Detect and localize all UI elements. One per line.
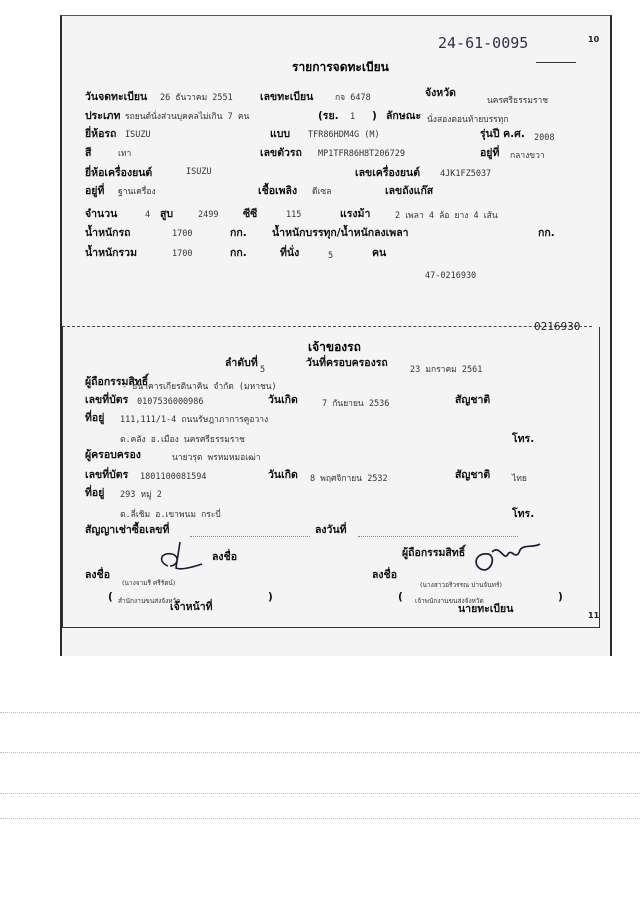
hp-value: 115 [286, 210, 302, 220]
feature-label: ลักษณะ [386, 110, 422, 122]
left-signer-org: สำนักงานขนส่งจังหวัด [118, 597, 181, 605]
seats-label: ที่นั่ง [280, 247, 300, 259]
right-paren-close: ) [558, 591, 563, 603]
seats-unit: คน [372, 247, 387, 259]
lease-label: สัญญาเช่าซื้อเลขที่ [85, 524, 170, 536]
officer-signature [150, 538, 210, 578]
officer-sign-label: ลงชื่อ [212, 551, 237, 563]
holder-birth-value: 7 กันยายน 2536 [322, 399, 390, 409]
type-value: รถยนต์นั่งส่วนบุคคลไม่เกิน 7 คน [125, 112, 250, 122]
possessor-nationality-value: ไทย [512, 474, 527, 484]
weight-unit: กก. [230, 227, 247, 239]
holder-address-label: ที่อยู่ [85, 412, 105, 424]
total-weight-label: น้ำหนักรวม [85, 247, 137, 259]
left-sign-label: ลงชื่อ [85, 569, 110, 581]
brand-value: ISUZU [125, 130, 151, 140]
engine-no-label: เลขเครื่องยนต์ [355, 167, 421, 179]
type-label: ประเภท [85, 110, 121, 122]
weight-label: น้ำหนักรถ [85, 227, 131, 239]
right-signer-name: (นางสาวอริวรรณ ปานจันทร์) [420, 581, 502, 589]
model-value: TFR86HDM4G (M) [308, 130, 380, 140]
holder-nationality-label: สัญชาติ [455, 394, 491, 406]
load-label: น้ำหนักบรรทุก/น้ำหนักลงเพลา [272, 227, 409, 239]
rs-close: ) [372, 110, 377, 122]
scan-line [0, 712, 640, 713]
right-paren-open: ( [398, 591, 403, 603]
total-weight-value: 1700 [172, 249, 193, 259]
weight-value: 1700 [172, 229, 193, 239]
cc-label: ซีซี [243, 208, 258, 220]
reg-no-label: เลขทะเบียน [260, 91, 314, 103]
page-number-top: 10 [588, 35, 600, 44]
year-label: รุ่นปี ค.ศ. [480, 128, 525, 140]
chassis-label: เลขตัวรถ [260, 147, 302, 159]
scan-line [0, 793, 640, 794]
registrar-title: นายทะเบียน [458, 603, 514, 615]
holder-id-label: เลขที่บัตร [85, 394, 129, 406]
load-unit: กก. [538, 227, 555, 239]
cc-value: 2499 [198, 210, 219, 220]
seats-value: 5 [328, 251, 334, 261]
cylinders-label: สูบ [160, 208, 174, 220]
engine-brand-value: ISUZU [186, 167, 212, 177]
holder-address-line2: ต.คลัง อ.เมือง นครศรีธรรมราช [120, 435, 245, 445]
holder-label: ผู้ถือกรรมสิทธิ์ [85, 376, 149, 388]
strip-number: 0216930 [534, 320, 581, 333]
possessor-nationality-label: สัญชาติ [455, 469, 491, 481]
engine-brand-label: ยี่ห้อเครื่องยนต์ [85, 167, 153, 179]
document-number: 47-0216930 [425, 271, 477, 281]
scan-line [0, 818, 640, 819]
right-sign-label: ลงชื่อ [372, 569, 397, 581]
engine-no-value: 4JK1FZ5037 [440, 169, 492, 179]
color-label: สี [85, 147, 92, 159]
left-paren-close: ) [268, 591, 273, 603]
holder-value: - ธนาคารเกียรตินาคิน จำกัด (มหาชน) [122, 382, 277, 392]
registration-title: รายการจดทะเบียน [292, 60, 389, 74]
order-label: ลำดับที่ [225, 357, 258, 369]
cylinders-value: 4 [145, 210, 151, 220]
holder-sign-label: ผู้ถือกรรมสิทธิ์ [402, 547, 466, 559]
province-label: จังหวัด [425, 87, 456, 99]
scan-line [0, 752, 640, 753]
handwritten-reference-number: 24-61-0095 [438, 34, 529, 52]
possessor-phone-label: โทร. [512, 508, 535, 520]
engine-location-label: อยู่ที่ [85, 185, 105, 197]
holder-address-line1: 111,111/1-4 ถนนรัษฎาภาการคูอวาง [120, 415, 269, 425]
possessor-id-label: เลขที่บัตร [85, 469, 129, 481]
registrar-signature [470, 540, 545, 578]
color-value: เทา [118, 149, 132, 159]
possessor-address-label: ที่อยู่ [85, 487, 105, 499]
gas-tank-label: เลขถังแก๊ส [385, 185, 434, 197]
lease-blank [190, 536, 310, 537]
possessor-value: นายวรุต พรหมหมอเฒ่า [172, 453, 261, 463]
reg-date-label: วันจดทะเบียน [85, 91, 148, 103]
chassis-value: MP1TFR86H8T206729 [318, 149, 405, 159]
fuel-label: เชื้อเพลิง [258, 185, 298, 197]
province-value: นครศรีธรรมราช [487, 96, 549, 106]
rs-label: (รย. [318, 110, 339, 122]
possessor-address-line1: 293 หมู่ 2 [120, 490, 162, 500]
year-value: 2008 [534, 133, 555, 143]
brand-label: ยี่ห้อรถ [85, 128, 117, 140]
order-value: 5 [260, 365, 266, 375]
hp-label: แรงม้า [340, 208, 371, 220]
possessor-birth-label: วันเกิด [268, 469, 298, 481]
handwritten-underline [536, 62, 576, 63]
model-label: แบบ [270, 128, 291, 140]
count-label: จำนวน [85, 208, 118, 220]
engine-location-value: ฐานเครื่อง [118, 187, 156, 197]
rs-value: 1 [350, 112, 356, 122]
possession-date-value: 23 มกราคม 2561 [410, 365, 483, 375]
possessor-id-value: 1801100081594 [140, 472, 207, 482]
fuel-value: ดีเซล [312, 187, 332, 197]
lease-date-label: ลงวันที่ [315, 524, 347, 536]
reg-date-value: 26 ธันวาคม 2551 [160, 93, 233, 103]
possessor-birth-value: 8 พฤศจิกายน 2532 [310, 474, 388, 484]
possession-date-label: วันที่ครอบครองรถ [306, 357, 388, 369]
officer-title: เจ้าหน้าที่ [170, 601, 213, 613]
possessor-label: ผู้ครอบครอง [85, 449, 141, 461]
location-label: อยู่ที่ [480, 147, 500, 159]
holder-phone-label: โทร. [512, 433, 535, 445]
owner-title: เจ้าของรถ [308, 340, 361, 354]
left-signer-name: (นางจามรี ศรีรัตน์) [122, 579, 176, 587]
feature-value: นั่งสองตอนท้ายบรรทุก [427, 115, 509, 125]
lease-date-blank [358, 536, 518, 537]
total-weight-unit: กก. [230, 247, 247, 259]
possessor-address-line2: ต.ลี่เชิม อ.เขาพนม กระบี่ [120, 510, 221, 520]
location-value: กลางขวา [510, 151, 545, 161]
holder-id-value: 0107536000986 [137, 397, 204, 407]
axles-value: 2 เพลา 4 ล้อ ยาง 4 เส้น [395, 211, 498, 221]
perforation-line [62, 326, 592, 327]
right-signer-org: เจ้าพนักงานขนส่งจังหวัด [415, 597, 484, 605]
reg-no-value: กจ 6478 [335, 93, 371, 103]
left-paren-open: ( [108, 591, 113, 603]
holder-birth-label: วันเกิด [268, 394, 298, 406]
page-number-bottom: 11 [588, 611, 600, 620]
